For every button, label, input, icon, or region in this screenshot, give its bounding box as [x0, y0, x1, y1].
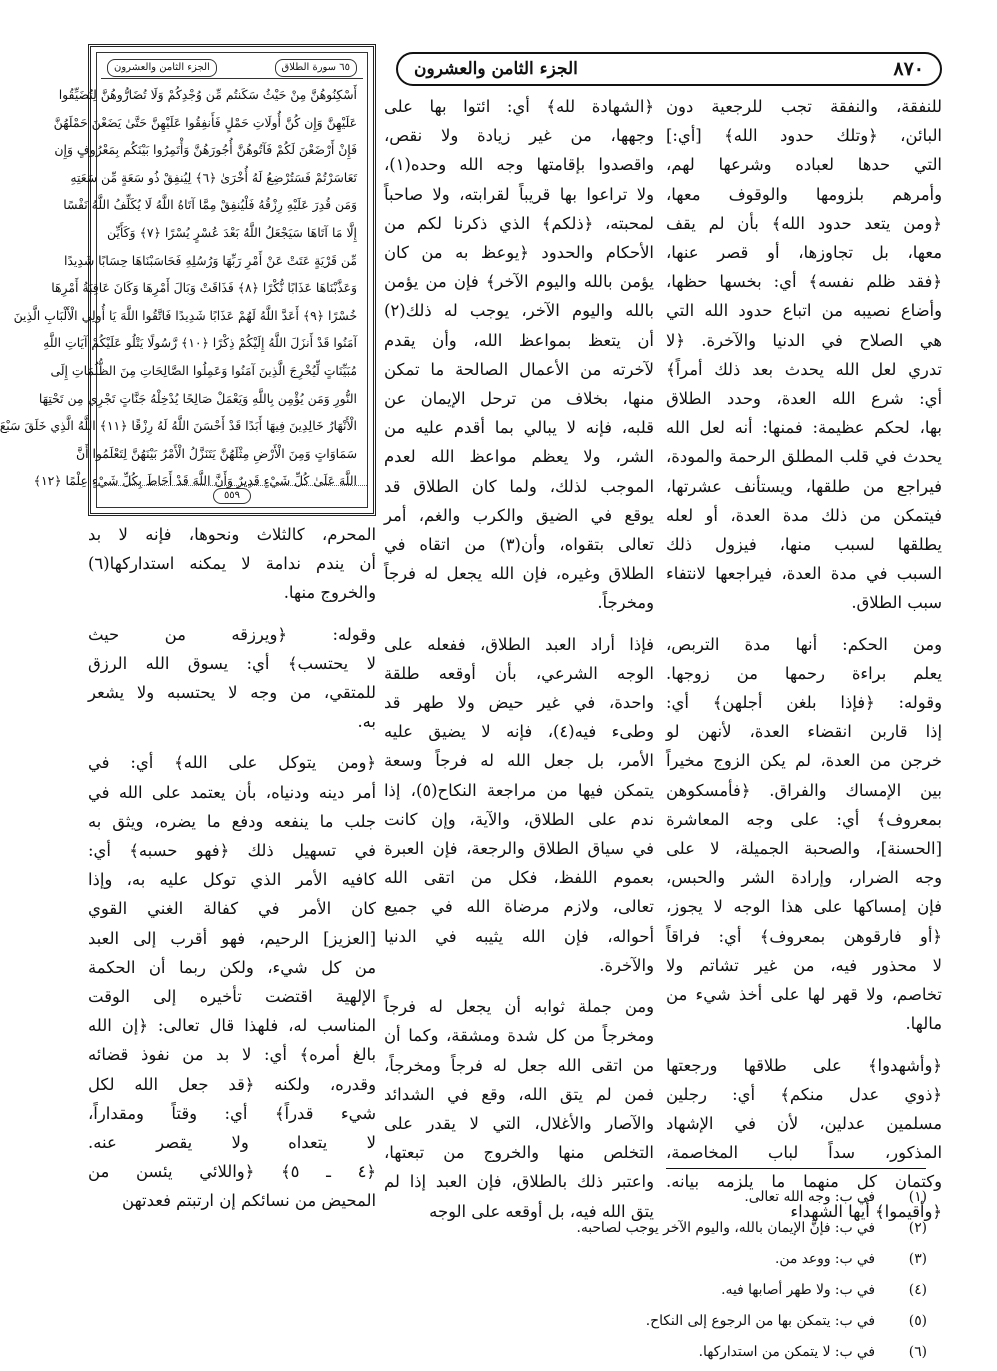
text-line: لآخرته من الأعمال الصالحة ما تمكن — [384, 359, 654, 379]
footnote-text: في ب: ووعد من. — [775, 1251, 875, 1267]
paragraph-gap — [88, 736, 376, 748]
text-line: فيراجع من طلقها، ويستأنف عشرتها، — [666, 476, 942, 496]
footnote — [227, 1244, 927, 1275]
commentary-column-right — [666, 92, 942, 1226]
text-line: يتق الله فيه، بل أوقعه على الوجه — [429, 1201, 654, 1221]
text-line: بمعروف﴾ أي: على وجه المعاشرة — [666, 809, 942, 829]
text-line: وأمرهم بلزومها والوقوف معها، — [666, 184, 942, 204]
text-line: بالغ أمره﴾ أي: لا بد من نفوذ قضائه — [88, 1045, 376, 1065]
text-line: قلبه، فإنه لا يبالي بما أقدم عليه من — [384, 418, 654, 438]
quran-panel — [0, 44, 376, 516]
paragraph-gap — [384, 618, 654, 630]
quran-line: أَسْكِنُوهُنَّ مِنْ حَيْثُ سَكَنتُم مِّن وُجْدِكُمْ وَلَا تُضَارُّوهُنَّ لِتُضَيِّقُوا — [58, 87, 357, 102]
text-line: الشر، ولا يعظم مواعظ الله لعدم — [384, 447, 654, 467]
text-line: ومخرجاً. — [597, 593, 654, 613]
text-line: والآصار والأغلال، التي لا يقدر على — [384, 1113, 654, 1133]
footnote — [227, 1337, 927, 1368]
text-line: ندم على الطلاق، والآية، وإن كانت — [384, 809, 654, 829]
footnote-text: في ب: وجه الله تعالى. — [744, 1189, 875, 1205]
text-line: مالها. — [905, 1014, 942, 1034]
paragraph-gap — [666, 1039, 942, 1051]
text-line: ولا تراعوا بها قريباً لقرابته، ولا صاحباً — [384, 184, 654, 204]
text-line: يعلم براءة رحمها من زوجها. — [666, 663, 942, 683]
text-line: [الحسنة]، والصحبة الجميلة، لا على — [666, 839, 942, 859]
text-line: المذكور، سداً لباب المخاصمة، — [666, 1143, 942, 1163]
text-line: أي: شرع الله العدة، وحدد الطلاق — [666, 389, 942, 409]
text-line: مسلمين عدلين، لأن في الإشهاد — [666, 1113, 942, 1133]
text-line: يؤمن بالله واليوم الآخر﴾ فإن من يؤمن — [384, 272, 654, 292]
text-line: ومن الحكم: أنها مدة التربص، — [666, 634, 942, 654]
text-line: السبب في مدة العدة، فيراجعها لانتفاء — [666, 564, 942, 584]
page-header — [396, 52, 942, 86]
paragraph-gap — [666, 618, 942, 630]
text-line: واقصدوا بإقامتها وجه الله وحده(١)، — [384, 155, 654, 175]
quran-line: سَمَاوَاتٍ وَمِنَ الْأَرْضِ مِثْلَهُنَّ يَتَنَزَّلُ الْأَمْرُ بَيْنَهُنَّ لِتَعْلَمُوا أَنَّ — [75, 445, 357, 461]
text-line: فيتمكن من ذلك مدة العدة، أو لعله — [666, 505, 942, 525]
commentary-column-middle — [384, 92, 654, 1226]
quran-line: مِّن قَرْيَةٍ عَتَتْ عَنْ أَمْرِ رَبِّهَا وَرُسُلِهِ فَحَاسَبْنَاهَا حِسَابًا شَدِيدًا — [63, 252, 357, 268]
text-line: خرجن من العدة، لم يكن الزوج مخيراً — [666, 751, 942, 771]
text-line: من اتقى الله جعل له فرجاً ومخرجاً، — [384, 1055, 654, 1075]
text-line: وجه الضرار، وإرادة الشر والحبس، — [666, 868, 942, 888]
part-title: الجزء الثامن والعشرون — [414, 59, 578, 79]
text-line: واعتبر ذلك بالطلاق، فإن العبد إذا لم — [384, 1172, 654, 1192]
text-line: بين الإمساك والفراق. ﴿فأمسكوهن — [666, 780, 942, 800]
text-line: الطلاق وغيره، فإن الله يجعل له فرجاً — [384, 564, 654, 584]
quran-line: وَعَذَّبْنَاهَا عَذَابًا نُّكْرًا ﴿٨﴾ فَذَاقَتْ وَبَالَ أَمْرِهَا وَكَانَ عَاقِبَةُ أَمْرِهَا — [51, 280, 357, 296]
text-line: وكتمان كل منهما ما يلزمه بيانه. — [666, 1172, 942, 1192]
footnotes — [227, 1182, 927, 1368]
text-line: أمر دينه ودنياه، بأن يعتمد على الله في — [88, 782, 376, 802]
footnote-number: (٥) — [908, 1313, 927, 1329]
quran-line: آمَنُوا قَدْ أَنزَلَ اللَّهُ إِلَيْكُمْ ذِكْرًا ﴿١٠﴾ رَّسُولًا يَتْلُو عَلَيْكُمْ آيَاتِ اللَّهِ — [43, 335, 357, 351]
quran-line: وَمَن قُدِرَ عَلَيْهِ رِزْقُهُ فَلْيُنفِقْ مِمَّا آتَاهُ اللَّهُ لَا يُكَلِّفُ اللَّهُ نَفْسًا — [63, 197, 357, 213]
quran-line: مُبَيِّنَاتٍ لِّيُخْرِجَ الَّذِينَ آمَنُوا وَعَمِلُوا الصَّالِحَاتِ مِنَ الظُّلُمَاتِ إِلَى — [50, 362, 357, 378]
quran-line: فَإِنْ أَرْضَعْنَ لَكُمْ فَآتُوهُنَّ أُجُورَهُنَّ وَأْتَمِرُوا بَيْنَكُم بِمَعْرُوفٍ وَإِن — [54, 142, 357, 158]
text-line: يطلقها لسبب منها، فيزول ذلك — [666, 535, 942, 555]
footnote — [227, 1182, 927, 1213]
text-line: والآخرة. — [599, 955, 654, 975]
text-line: الوجه الشرعي، بأن أوقعه طلقة — [384, 663, 654, 683]
text-line: لا محذور فيه، من غير تشاتم ولا — [666, 955, 942, 975]
text-line: لا يحتسب﴾ أي: يسوق الله الرزق — [88, 653, 376, 673]
text-line: ﴿ومن يتوكل على الله﴾ أي: في — [88, 753, 376, 773]
quran-line: إِلَّا مَا آتَاهَا سَيَجْعَلُ اللَّهُ بَعْدَ عُسْرٍ يُسْرًا ﴿٧﴾ وَكَأَيِّن — [107, 224, 357, 240]
text-line: يحدث في قلب المطلق الرحمة والمودة، — [666, 447, 942, 467]
text-line: الأمر، بل جعل الله له فرجاً وسعة — [384, 751, 654, 771]
text-line: يوقع في الضيق والكرب والغم، أمر — [384, 505, 654, 525]
text-line: التي حدها لعباده وشرعها لهم، — [666, 155, 942, 175]
text-line: ﴿٤ ـ ٥﴾ ﴿واللائي يئسن من — [88, 1162, 376, 1182]
text-line: بعموم اللفظ، فكل من اتقى الله — [384, 868, 654, 888]
footnote-text: في ب: ولا طهر أصابها فيه. — [721, 1282, 875, 1298]
footnote-number: (٣) — [908, 1251, 927, 1267]
footnote — [227, 1213, 927, 1244]
text-line: بالله واليوم الآخر، يوجب له ذلك(٢) — [384, 301, 654, 321]
text-line: أن يتعظ بمواعظ الله، وأن يقدم — [384, 330, 654, 350]
quran-line: اللَّهَ عَلَىٰ كُلِّ شَيْءٍ قَدِيرٌ وَأَنَّ اللَّهَ قَدْ أَحَاطَ بِكُلِّ شَيْءٍ عِلْمًا ﴿١٢﴾ — [33, 473, 357, 489]
text-line: بها، لحكم عظيمة: فمنها: أنه لعل الله — [666, 418, 942, 438]
text-line: يتمكن فيها من مراجعة النكاح(٥)، إذا — [384, 780, 654, 800]
text-line: البائن، ﴿وتلك حدود الله﴾ [أي:] — [666, 126, 942, 146]
text-line: في تسهيل ذلك ﴿فهو حسبه﴾ أي: — [88, 841, 376, 861]
text-line: في سياق الطلاق والرجعة، فإن العبرة — [384, 839, 654, 859]
quran-surah-label: ٦٥ سورة الطلاق — [275, 59, 357, 77]
footnote — [227, 1306, 927, 1337]
text-line: [العزيز] الرحيم، فهو أقرب إلى العبد — [88, 928, 376, 948]
text-line: ﴿ذوي عدل منكم﴾ أي: رجلين — [666, 1084, 942, 1104]
text-line: إذا قاربن انقضاء العدة، لأنهن لو — [666, 722, 942, 742]
text-line: شيء قدراً﴾ أي: وقتاً ومقداراً، — [88, 1103, 376, 1123]
text-line: ﴿وأشهدوا﴾ على طلاقها ورجعتها — [666, 1055, 942, 1075]
text-line: والخروج منها. — [283, 583, 376, 603]
quran-line: الْأَنْهَارُ خَالِدِينَ فِيهَا أَبَدًا قَدْ أَحْسَنَ اللَّهُ لَهُ رِزْقًا ﴿١١﴾ اللَّهُ الَّذِي خَلَقَ سَبْعَ — [0, 418, 357, 434]
text-line: ﴿ومن يتعد حدود الله﴾ بأن لم يقف — [666, 213, 942, 233]
footnote-number: (٦) — [908, 1344, 927, 1360]
quran-line: تَعَاسَرْتُمْ فَسَتُرْضِعُ لَهُ أُخْرَىٰ ﴿٦﴾ لِيُنفِقْ ذُو سَعَةٍ مِّن سَعَتِهِ — [70, 169, 357, 185]
page-number: ٨٧٠ — [893, 58, 924, 80]
text-line: تدري لعل الله يحدث بعد ذلك أمراً﴾ — [666, 359, 942, 379]
text-line: ومخرجاً من كل شدة ومشقة، وكما أن — [384, 1026, 654, 1046]
footnote — [227, 1275, 927, 1306]
text-line: تعالى، ولازم مرضاة الله في جميع — [384, 897, 654, 917]
commentary-column-left — [88, 520, 376, 1216]
footnote-number: (٤) — [908, 1282, 927, 1298]
text-line: لا يتعداه ولا يقصر عنه. — [88, 1133, 376, 1153]
text-line: سبب الطلاق. — [851, 593, 942, 613]
quran-panel-footer — [97, 485, 367, 505]
text-line: المحرم، كالثلاث ونحوها، فإنه لا بد — [88, 525, 376, 544]
quran-page-number: ٥٥٩ — [213, 488, 251, 504]
footnote-text: في ب: يتمكن بها من الرجوع إلى النكاح. — [645, 1313, 875, 1329]
footnote-text: في ب: فإنَّ الإيمان بالله، واليوم الآخر يوجب لصاحبه. — [576, 1220, 875, 1236]
text-line: وطىء فيه(٤)، فإنه لا يضيق عليه — [384, 722, 654, 742]
text-line: الموجب لذلك، ولما كان الطلاق قد — [384, 476, 654, 496]
text-line: من كل شيء، ولكن ربما أن الحكمة — [88, 957, 376, 977]
quran-panel-header — [101, 57, 363, 79]
text-line: هي الصلاح في الدنيا والآخرة. ﴿لا — [666, 330, 942, 350]
text-line: ﴿فقد ظلم نفسه﴾ أي: بخسها حظها، — [666, 272, 942, 292]
text-line: التخلص منها والخروج من تبعتها، — [384, 1143, 654, 1163]
text-line: ﴿الشهادة لله﴾ أي: ائتوا بها على — [384, 97, 654, 116]
text-line: للنفقة، والنفقة تجب للرجعية دون — [666, 97, 942, 116]
text-line: كان الأمر في كفالة الغني القوي — [88, 899, 376, 919]
text-line: وقوله: ﴿فإذا بلغن أجلهن﴾ أي: — [666, 693, 942, 713]
text-line: ﴿أو فارقوهن بمعروف﴾ أي: فراقاً — [666, 926, 942, 946]
text-line: ومن جملة ثوابه أن يجعل له فرجاً — [384, 997, 654, 1017]
text-line: جلب ما ينفعه ودفع ما يضره، ويثق به — [88, 811, 376, 831]
text-line: به. — [357, 712, 376, 732]
text-line: وقوله: ﴿ويرزقه من حيث — [88, 624, 376, 644]
text-line: المحيض من نسائكم إن ارتبتم فعدتهن — [122, 1191, 376, 1211]
quran-line: النُّورِ وَمَن يُؤْمِن بِاللَّهِ وَيَعْمَلْ صَالِحًا يُدْخِلْهُ جَنَّاتٍ تَجْرِي مِن تَحْتِهَا — [38, 390, 357, 406]
text-line: ﴿وأقيموا﴾ أيها الشهداء — [790, 1201, 942, 1221]
text-line: معها، بل تجاوزها، أو قصر عنها، — [666, 243, 942, 263]
text-line: الأحكام والحدود ﴿يوعظ به من كان — [384, 243, 654, 263]
text-line: كافيه الأمر الذي توكل عليه به، وإذا — [88, 870, 376, 890]
quran-line: عَلَيْهِنَّ وَإِن كُنَّ أُولَاتِ حَمْلٍ فَأَنفِقُوا عَلَيْهِنَّ حَتَّىٰ يَضَعْنَ حَمْلَهُنَّ — [53, 114, 357, 130]
text-line: الإلهية اقتضت تأخيره إلى الوقت — [88, 987, 376, 1007]
quran-part-label: الجزء الثامن والعشرون — [107, 59, 217, 77]
text-line: فإن إمساكها على هذا الوجه لا يجوز، — [666, 897, 942, 917]
quran-line: خُسْرًا ﴿٩﴾ أَعَدَّ اللَّهُ لَهُمْ عَذَابًا شَدِيدًا فَاتَّقُوا اللَّهَ يَا أُولِي الْأَلْبَابِ الَّذِينَ — [13, 307, 357, 323]
text-line: تعالى بتقواه، وأن(٣) من اتقاه في — [384, 535, 654, 555]
text-line: فمن لم يتق الله، وقع في الشدائد — [384, 1084, 654, 1104]
text-line: المناسب له، فلهذا قال تعالى: ﴿إن الله — [88, 1016, 376, 1036]
text-line: أن يندم ندامة لا يمكنه استداركها(٦) — [88, 554, 376, 574]
quran-text — [0, 79, 363, 497]
text-line: وجهها، من غير زيادة ولا نقص، — [384, 126, 654, 146]
paragraph-gap — [384, 980, 654, 992]
text-line: واحدة، في غير حيض ولا طهر قد — [384, 693, 654, 713]
text-line: منها، بخلاف من ترحل الإيمان عن — [384, 389, 654, 409]
footnote-text: في ب: لا يتمكن من استداركها. — [698, 1344, 875, 1360]
text-line: وقدره، ولكنه ﴿قد جعل الله لكل — [88, 1074, 376, 1094]
footnote-divider — [666, 1168, 926, 1169]
text-line: وأضاع نصيبه من اتباع حدود الله التي — [666, 301, 942, 321]
text-line: تخاصم، ولا قهر لها على أخذ شيء من — [666, 985, 942, 1005]
text-line: للمتقي، من وجه لا يحتسبه ولا يشعر — [88, 683, 376, 703]
footnote-number: (٢) — [908, 1220, 927, 1236]
paragraph-gap — [88, 608, 376, 620]
footnote-number: (١) — [908, 1189, 927, 1205]
text-line: فإذا أراد العبد الطلاق، ففعله على — [384, 634, 654, 654]
text-line: أحواله، فإن الله يثيبه في الدنيا — [384, 926, 654, 946]
text-line: لمحبته، ﴿ذلكم﴾ الذي ذكرنا لكم من — [384, 213, 654, 233]
